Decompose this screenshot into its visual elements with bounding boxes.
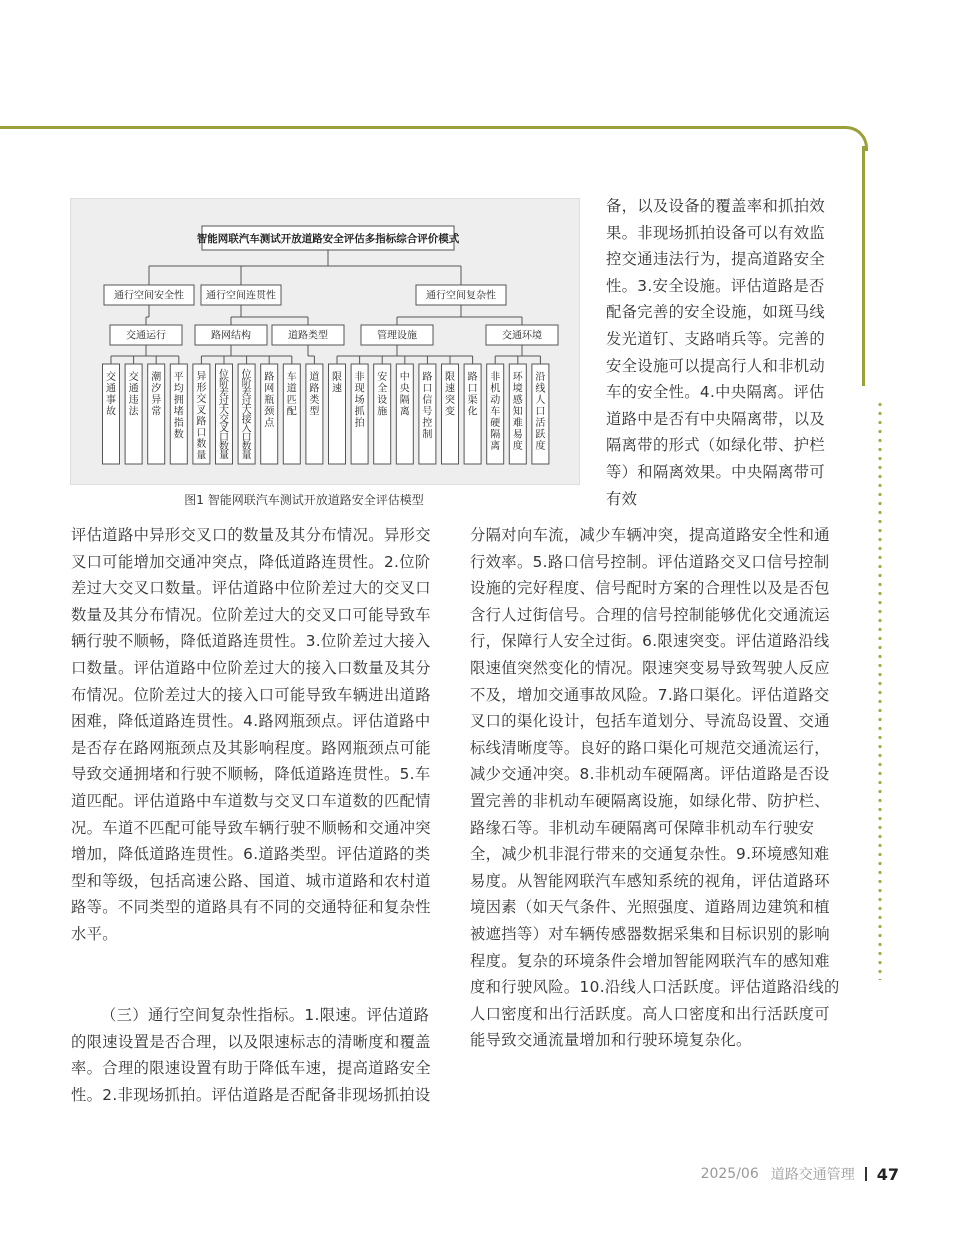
level2-node-label: 路网结构 bbox=[211, 330, 251, 342]
leaf-node-label: 车道匹配 bbox=[286, 371, 297, 418]
leaf-node bbox=[170, 364, 187, 464]
leaf-node bbox=[148, 364, 165, 464]
leaf-node-label: 交通事故 bbox=[106, 371, 116, 418]
figure-1 bbox=[70, 198, 580, 485]
page-footer bbox=[701, 1163, 899, 1185]
leaf-node bbox=[216, 364, 233, 464]
body-paragraph-left-2: （三）通行空间复杂性指标。1.限速。评估道路的限速设置是否合理，以及限速标志的清晰度和覆盖率。合理的限速设置有助于降低车速，提高道路安全性。2.非现场抓拍。评估道路是否配备非现场抓拍设 bbox=[71, 1006, 431, 1104]
footer-divider bbox=[865, 1167, 867, 1181]
level2-node-label: 管理设施 bbox=[377, 330, 417, 342]
level2-node bbox=[195, 325, 267, 345]
leaf-node-label: 道路类型 bbox=[309, 371, 320, 418]
level2-node-label: 交通环境 bbox=[502, 330, 542, 342]
level2-node bbox=[361, 325, 433, 345]
leaf-node bbox=[419, 364, 436, 464]
level1-node-label: 通行空间安全性 bbox=[114, 290, 184, 302]
leaf-node bbox=[487, 364, 504, 464]
leaf-node bbox=[532, 364, 549, 464]
leaf-node bbox=[306, 364, 323, 464]
leaf-node-label: 限速 bbox=[332, 371, 342, 395]
level1-node bbox=[416, 285, 506, 305]
diagram-title-label: 智能网联汽车测试开放道路安全评估多指标综合评价模式 bbox=[196, 232, 460, 245]
leaf-node bbox=[238, 364, 255, 464]
leaf-node bbox=[261, 364, 278, 464]
leaf-node-label: 位阶差过大接入口数量 bbox=[241, 369, 252, 462]
level1-node-label: 通行空间连贯性 bbox=[206, 290, 276, 302]
leaf-node bbox=[442, 364, 459, 464]
publication-name: 道路交通管理 bbox=[770, 1167, 855, 1183]
leaf-node-label: 路口信号控制 bbox=[422, 371, 433, 441]
evaluation-model-diagram bbox=[71, 199, 579, 484]
leaf-node bbox=[464, 364, 481, 464]
leaf-node bbox=[374, 364, 391, 464]
leaf-node bbox=[283, 364, 300, 464]
diagram-title bbox=[197, 226, 460, 250]
figure-caption: 图1 智能网联汽车测试开放道路安全评估模型 bbox=[184, 493, 424, 507]
leaf-node-label: 交通违法 bbox=[128, 371, 139, 418]
leaf-node-label: 路口渠化 bbox=[467, 371, 478, 418]
body-paragraph-right: 分隔对向车流，减少车辆冲突，提高道路安全性和通行效率。5.路口信号控制。评估道路交叉口信号控制设施的完好程度、信号配时方案的合理性以及是否包含行人过街信号。合理的信号控制能够优化交通流运行，保障行人安全过街。6.限速突变。评估道路沿线限速值突然变化的情况。限速突变易导致驾驶人反应不及，增加交通事故风险。7.路口渠化。评估道路交叉口的渠化设计，包括车道划分、导流岛设置、交通标线清晰度等。良好的路口渠化可规范交通流运行，减少交通冲突。8.非机动车硬隔离。评估道路是否设置完善的非机动车硬隔离设施，如绿化带、防护栏、路缘石等。非机动车硬隔离可保障非机动车行驶安全，减少机非混行带来的交通复杂性。9.环境感知难易度。从智能网联汽车感知系统的视角，评估道路环境因素（如天气条件、光照强度、道路周边建筑和植被遮挡等）对车辆传感器数据采集和目标识别的影响程度。复杂的环境条件会增加智能网联汽车的感知难度和行驶风险。10.沿线人口活跃度。评估道路沿线的人口密度和出行活跃度。高人口密度和出行活跃度可能导致交通流量增加和行驶环境复杂化。 bbox=[470, 526, 840, 1050]
level1-node bbox=[201, 285, 281, 305]
leaf-node bbox=[329, 364, 346, 464]
leaf-node bbox=[396, 364, 413, 464]
leaf-node-label: 平均拥堵指数 bbox=[173, 371, 184, 441]
accent-rule-vertical bbox=[862, 146, 865, 386]
leaf-node-label: 潮汐异常 bbox=[151, 371, 162, 418]
level1-node-label: 通行空间复杂性 bbox=[426, 290, 496, 302]
body-paragraph-left-1: 评估道路中异形交叉口的数量及其分布情况。异形交叉口可能增加交通冲突点，降低道路连贯性。2.位阶差过大交叉口数量。评估道路中位阶差过大的交叉口数量及其分布情况。位阶差过大的交叉口可能导致车辆行驶不顺畅，降低道路连贯性。3.位阶差过大接入口数量。评估道路中位阶差过大的接入口数量及其分布情况。位阶差过大的接入口可能导致车辆进出道路困难，降低道路连贯性。4.路网瓶颈点。评估道路中是否存在路网瓶颈点及其影响程度。路网瓶颈点可能导致交通拥堵和行驶不顺畅，降低道路连贯性。5.车道匹配。评估道路中车道数与交叉口车道数的匹配情况。车道不匹配可能导致车辆行驶不顺畅和交通冲突增加，降低道路连贯性。6.道路类型。评估道路的类型和等级，包括高速公路、国道、城市道路和农村道路等。不同类型的道路具有不同的交通特征和复杂性水平。 bbox=[71, 526, 431, 943]
issue-date: 2025/06 bbox=[700, 1166, 759, 1182]
leaf-node-label: 位阶差过大交叉口数量 bbox=[219, 369, 229, 462]
level2-node-label: 交通运行 bbox=[126, 330, 166, 342]
leaf-node bbox=[351, 364, 368, 464]
leaf-node-label: 路网瓶颈点 bbox=[264, 371, 275, 429]
leaf-node bbox=[103, 364, 120, 464]
body-paragraph-top-right: 备，以及设备的覆盖率和抓拍效果。非现场抓拍设备可以有效监控交通违法行为，提高道路安全性。3.安全设施。评估道路是否配备完善的安全设施，如斑马线发光道钉、支路哨兵等。完善的安全设施可以提高行人和非机动车的安全性。4.中央隔离。评估道路中是否有中央隔离带，以及隔离带的形式（如绿化带、护栏等）和隔离效果。中央隔离带可有效 bbox=[606, 197, 826, 508]
level2-node bbox=[272, 325, 344, 345]
leaf-node bbox=[509, 364, 526, 464]
leaf-node-label: 限速突变 bbox=[445, 371, 455, 418]
accent-rule bbox=[0, 126, 846, 129]
leaf-node-label: 环境感知难易度 bbox=[512, 371, 523, 452]
leaf-node bbox=[125, 364, 142, 464]
level2-node bbox=[486, 325, 558, 345]
dotted-margin-line bbox=[878, 400, 882, 980]
leaf-node bbox=[193, 364, 210, 464]
leaf-node-label: 非现场抓拍 bbox=[354, 371, 365, 429]
leaf-node-label: 安全设施 bbox=[377, 371, 388, 418]
leaf-node-label: 非机动车硬隔离 bbox=[490, 371, 501, 452]
level2-node-label: 道路类型 bbox=[288, 330, 328, 342]
level2-node bbox=[110, 325, 182, 345]
leaf-node-label: 中央隔离 bbox=[399, 371, 410, 418]
leaf-node-label: 异形交叉路口数量 bbox=[196, 371, 207, 462]
leaf-node-label: 沿线人口活跃度 bbox=[535, 371, 546, 452]
level1-node bbox=[104, 285, 194, 305]
page-number: 47 bbox=[876, 1164, 899, 1184]
